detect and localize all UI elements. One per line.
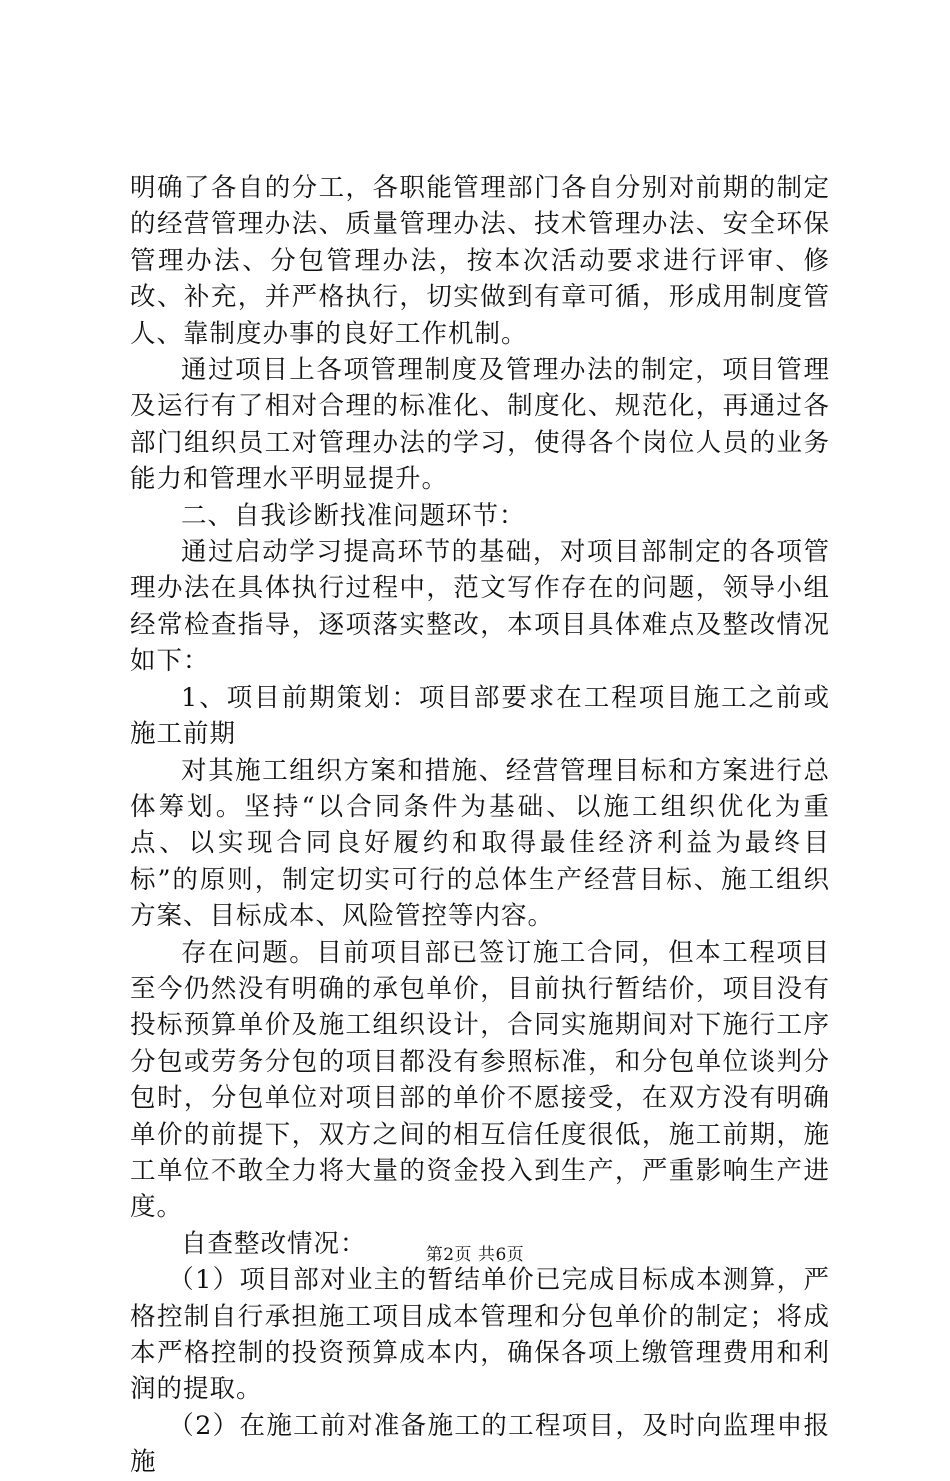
document-body bbox=[130, 170, 830, 1481]
list-item-1: （1）项目部对业主的暂结单价已完成目标成本测算，严格控制自行承担施工项目成本管理和分包单价的制定；将成本严格控制的投资预算成本内，确保各项上缴管理费用和利润的提取。 bbox=[130, 1265, 830, 1405]
subheading-self-check: 自查整改情况： bbox=[181, 1228, 367, 1259]
paragraph-2: 通过项目上各项管理制度及管理办法的制定，项目管理及运行有了相对合理的标准化、制度化、规范化，再通过各部门组织员工对管理办法的学习，使得各个岗位人员的业务能力和管理水平明显提升。 bbox=[130, 355, 830, 495]
paragraph-3: 通过启动学习提高环节的基础，对项目部制定的各项管理办法在具体执行过程中，范文写作存在的问题，领导小组经常检查指导，逐项落实整改，本项目具体难点及整改情况如下： bbox=[130, 537, 830, 677]
paragraph-4: 对其施工组织方案和措施、经营管理目标和方案进行总体筹划。坚持“以合同条件为基础、以施工组织优化为重点、以实现合同良好履约和取得最佳经济利益为最终目标”的原则，制定切实可行的总体生产经营目标、施工组织方案、目标成本、风险管控等内容。 bbox=[130, 755, 830, 932]
paragraph-1: 明确了各自的分工，各职能管理部门各自分别对前期的制定的经营管理办法、质量管理办法、技术管理办法、安全环保管理办法、分包管理办法，按本次活动要求进行评审、修改、补充，并严格执行，切实做到有章可循，形成用制度管人、靠制度办事的良好工作机制。 bbox=[130, 173, 830, 349]
section-heading-2: 二、自我诊断找准问题环节： bbox=[181, 500, 526, 531]
paragraph-5: 存在问题。目前项目部已签订施工合同，但本工程项目至今仍然没有明确的承包单价，目前执行暂结价，项目没有投标预算单价及施工组织设计，合同实施期间对下施行工序分包或劳务分包的项目都没有参照标准，和分包单位谈判分包时，分包单位对项目部的单价不愿接受，在双方没有明确单价的前提下，双方之间的相互信任度很低，施工前期，施工单位不敢全力将大量的资金投入到生产，严重影响生产进度。 bbox=[130, 937, 830, 1223]
page-footer: 第2页 共6页 bbox=[425, 1245, 525, 1265]
item-heading-1: 1、项目前期策划：项目部要求在工程项目施工之前或施工前期 bbox=[130, 682, 830, 750]
list-item-2: （2）在施工前对准备施工的工程项目，及时向监理申报施 bbox=[130, 1410, 830, 1478]
